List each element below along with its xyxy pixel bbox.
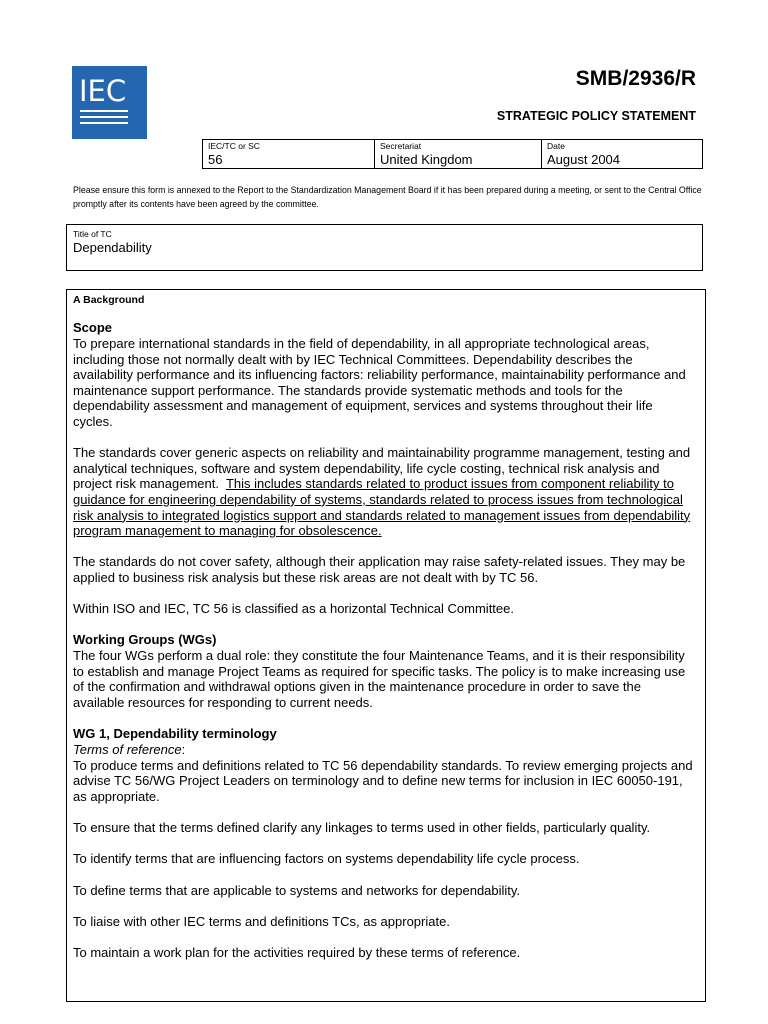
date-label: Date	[547, 141, 565, 151]
document-number: SMB/2936/R	[575, 67, 696, 90]
tc-cell	[203, 140, 375, 169]
wg-heading: Working Groups (WGs)	[73, 632, 217, 648]
document-type: STRATEGIC POLICY STATEMENT	[496, 109, 696, 123]
date-value: August 2004	[547, 152, 621, 167]
logo-text: IEC	[79, 74, 127, 108]
background-section	[66, 289, 706, 1002]
info-table	[202, 139, 703, 169]
wg1-heading: WG 1, Dependability terminology	[73, 726, 277, 742]
coverage-text: The standards cover generic aspects on reliability and maintainability programme management, testing and analytical techniques, software and system dependability, life cycle costing, technical risk analysis and project risk management.	[73, 445, 691, 492]
logo-line	[80, 116, 128, 118]
terms-colon: :	[181, 742, 186, 758]
horizontal-text: Within ISO and IEC, TC 56 is classified as a horizontal Technical Committee.	[73, 601, 514, 617]
scope-text: To prepare international standards in the field of dependability, in all appropriate technological areas, including those not normally dealt with by IEC Technical Committees. Dependability describes the availability performance and its influencing factors: reliability performance, maintainability performance and maintenance support performance. The standards provide systematic methods and tools for the dependability assessment and management of equipment, services and systems throughout their life cycles.	[73, 336, 686, 429]
date-cell	[542, 140, 703, 169]
secretariat-cell	[375, 140, 542, 169]
coverage-paragraph	[73, 445, 695, 539]
notice-text: Please ensure this form is annexed to the Report to the Standardization Management Board if it has been prepared during a meeting, or sent to the Central Office promptly after its contents have been agreed by the committee.	[73, 185, 702, 209]
tc-value: 56	[208, 152, 223, 167]
secretariat-value: United Kingdom	[380, 152, 473, 167]
wg1-item: To ensure that the terms defined clarify any linkages to terms used in other fields, particularly quality.	[73, 820, 651, 836]
title-box	[66, 224, 703, 271]
wg1-item: To identify terms that are influencing factors on systems dependability life cycle process.	[73, 851, 580, 867]
scope-heading: Scope	[73, 320, 113, 335]
tc-label: IEC/TC or SC	[208, 141, 260, 151]
section-label: A Background	[73, 294, 145, 306]
title-label: Title of TC	[73, 229, 112, 239]
wg1-item: To maintain a work plan for the activities required by these terms of reference.	[73, 944, 521, 960]
terms-of-reference-label: Terms of reference	[73, 742, 182, 758]
iec-logo	[72, 66, 147, 139]
logo-line	[80, 110, 128, 112]
coverage-underlined: This includes standards related to product issues from component reliability to guidance for engineering dependability of systems, standards related to process issues from technological risk analysis to integrated logistics support and standards related to management issues from dependability program management to managing for obsolescence.	[73, 476, 691, 539]
terms-of-reference	[73, 742, 695, 758]
logo-line	[80, 122, 128, 124]
safety-text: The standards do not cover safety, although their application may raise safety-related issues. They may be applied to business risk analysis but these risk areas are not dealt with by TC 56.	[73, 554, 686, 585]
wg-text: The four WGs perform a dual role: they constitute the four Maintenance Teams, and it is their responsibility to establish and manage Project Teams as required for specific tasks. The policy is to make increasing use of the confirmation and withdrawal options given in the maintenance procedure in order to save the available resources for responding to current needs.	[73, 648, 686, 711]
wg1-item: To produce terms and definitions related to TC 56 dependability standards. To review emerging projects and advise TC 56/WG Project Leaders on terminology and to define new terms for inclusion in IEC 60050-191, as appropriate.	[73, 757, 693, 805]
wg1-item: To define terms that are applicable to systems and networks for dependability.	[73, 882, 521, 898]
wg1-item: To liaise with other IEC terms and definitions TCs, as appropriate.	[73, 913, 450, 929]
title-value: Dependability	[73, 240, 152, 255]
secretariat-label: Secretariat	[380, 141, 422, 151]
